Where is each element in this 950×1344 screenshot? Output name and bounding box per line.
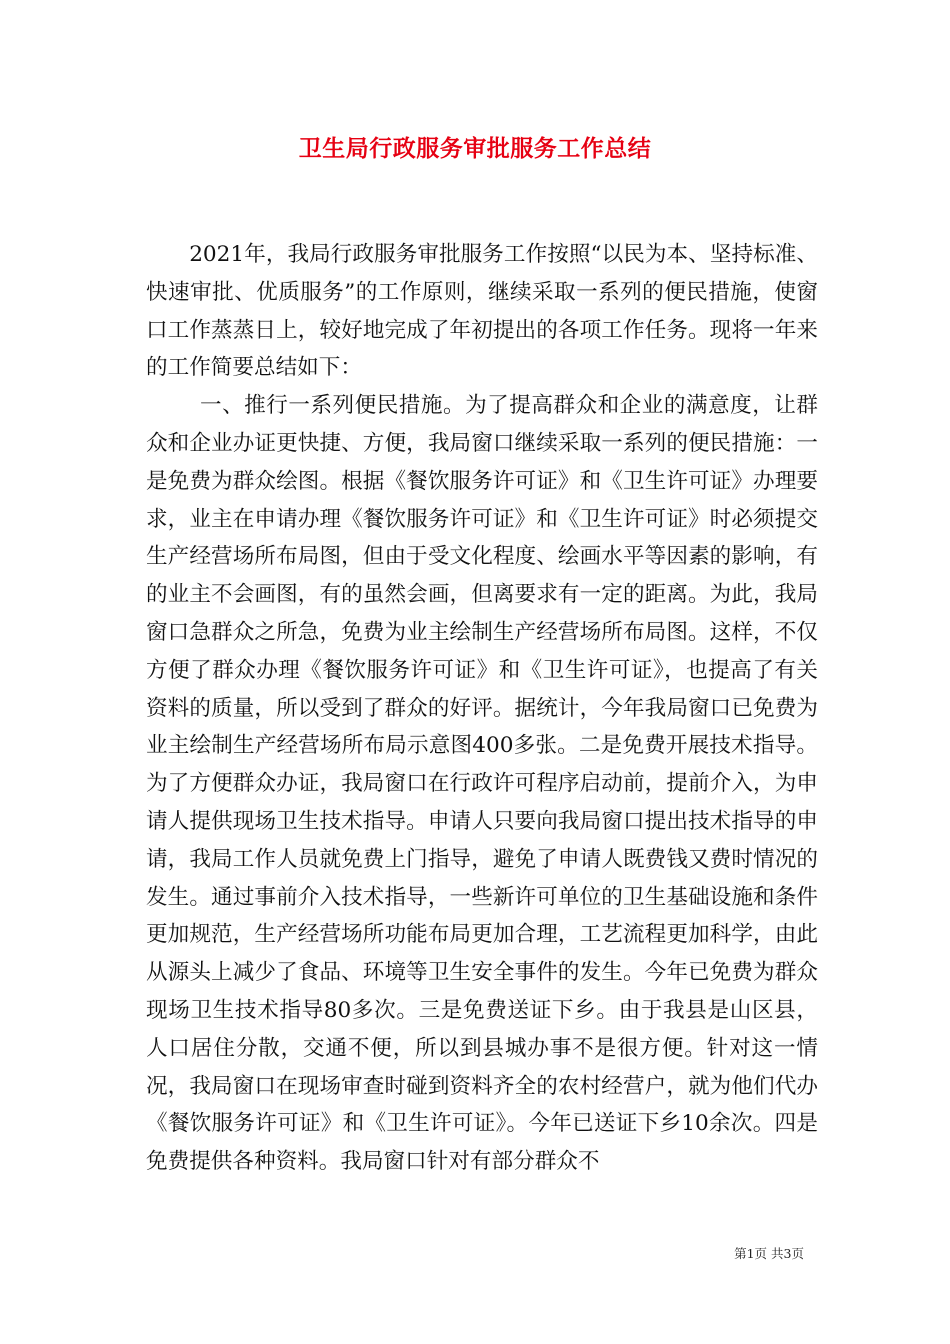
paragraph-section-one: 一、推行一系列便民措施。为了提高群众和企业的满意度，让群众和企业办证更快捷、方便，我局窗口继续采取一系列的便民措施：一是免费为群众绘图。根据《餐饮服务许可证》和《卫生许可证》办理要求，业主在申请办理《餐饮服务许可证》和《卫生许可证》时必须提交生产经营场所布局图，但由于受文化程度、绘画水平等因素的影响，有的业主不会画图，有的虽然会画，但离要求有一定的距离。为此，我局窗口急群众之所急，免费为业主绘制生产经营场所布局图。这样，不仅方便了群众办理《餐饮服务许可证》和《卫生许可证》，也提高了有关资料的质量，所以受到了群众的好评。据统计，今年我局窗口已免费为业主绘制生产经营场所布局示意图400多张。二是免费开展技术指导。为了方便群众办证，我局窗口在行政许可程序启动前，提前介入，为申请人提供现场卫生技术指导。申请人只要向我局窗口提出技术指导的申请，我局工作人员就免费上门指导，避免了申请人既费钱又费时情况的发生。通过事前介入技术指导，一些新许可单位的卫生基础设施和条件更加规范，生产经营场所功能布局更加合理，工艺流程更加科学，由此从源头上减少了食品、环境等卫生安全事件的发生。今年已免费为群众现场卫生技术指导80多次。三是免费送证下乡。由于我县是山区县，人口居住分散，交通不便，所以到县城办事不是很方便。针对这一情况，我局窗口在现场审查时碰到资料齐全的农村经营户，就为他们代办《餐饮服务许可证》和《卫生许可证》。今年已送证下乡10余次。四是免费提供各种资料。我局窗口针对有部分群众不 — [146, 393, 818, 1175]
document-title: 卫生局行政服务审批服务工作总结 — [298, 135, 652, 162]
page-number-footer: 第1页 共3页 — [734, 1246, 804, 1261]
document-body — [146, 236, 818, 1181]
paragraph-intro: 2021年，我局行政服务审批服务工作按照“以民为本、坚持标准、快速审批、优质服务”的工作原则，继续采取一系列的便民措施，使窗口工作蒸蒸日上，较好地完成了年初提出的各项工作任务。现将一年来的工作简要总结如下： — [146, 242, 818, 381]
